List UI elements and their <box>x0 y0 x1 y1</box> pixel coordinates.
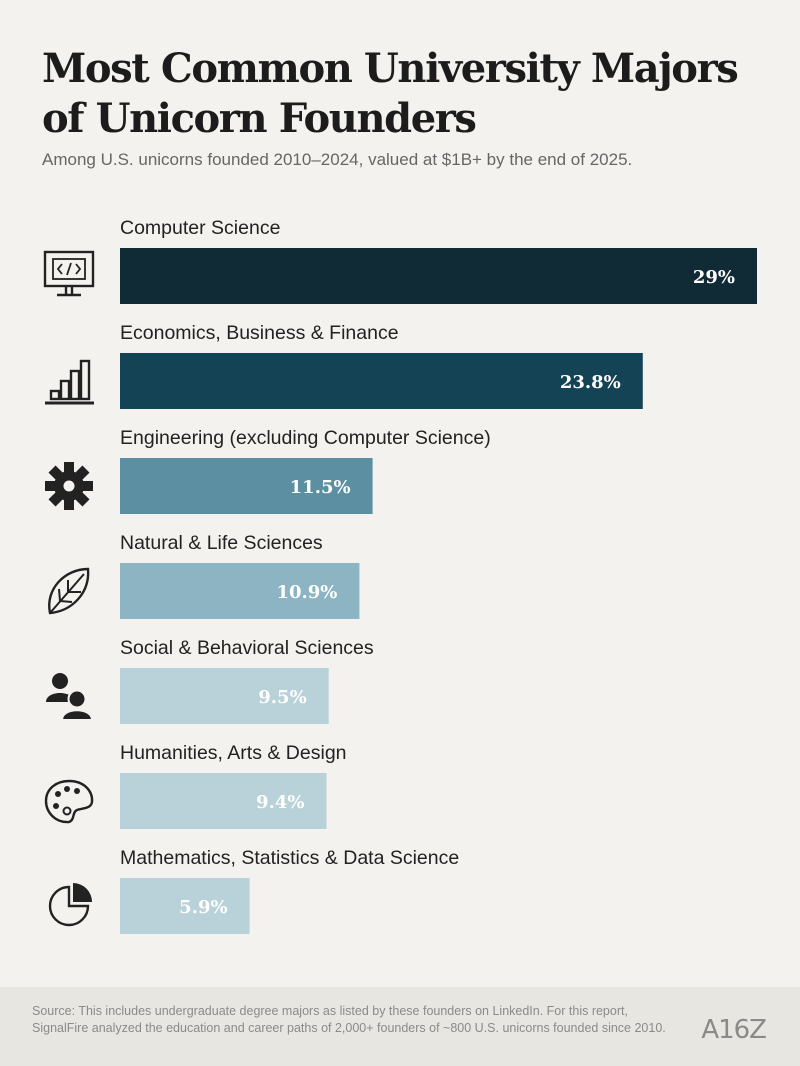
category-label: Economics, Business & Finance <box>120 322 399 344</box>
value-label: 9.4% <box>256 792 305 813</box>
category-label: Humanities, Arts & Design <box>120 742 347 764</box>
bar <box>120 248 757 304</box>
category-label: Social & Behavioral Sciences <box>120 637 374 659</box>
leaf-icon <box>49 569 88 613</box>
a16z-logo: A16Z <box>701 1015 766 1045</box>
category-label: Computer Science <box>120 217 281 239</box>
source-note: Source: This includes undergraduate degree majors as listed by these founders on LinkedIn. For this report, SignalFire analyzed the education and career paths of 2,000+ founders of ~800 U.S. unicorns founded since 2010. <box>32 1004 666 1035</box>
value-label: 11.5% <box>289 477 351 498</box>
pie-chart-icon <box>50 883 92 925</box>
category-label: Engineering (excluding Computer Science) <box>120 427 491 449</box>
page-subtitle: Among U.S. unicorns founded 2010–2024, valued at $1B+ by the end of 2025. <box>42 150 633 169</box>
value-label: 29% <box>692 267 735 288</box>
category-label: Mathematics, Statistics & Data Science <box>120 847 460 869</box>
value-label: 23.8% <box>559 372 621 393</box>
code-monitor-icon <box>45 252 93 295</box>
category-label: Natural & Life Sciences <box>120 532 323 554</box>
footer <box>0 987 800 1066</box>
palette-icon <box>46 781 92 822</box>
value-label: 5.9% <box>179 897 228 918</box>
value-label: 10.9% <box>276 582 338 603</box>
gear-icon <box>45 462 93 510</box>
bar-chart-icon <box>45 361 94 403</box>
page-title: Most Common University Majors of Unicorn Founders <box>42 45 738 142</box>
people-icon <box>46 673 92 720</box>
value-label: 9.5% <box>258 687 307 708</box>
